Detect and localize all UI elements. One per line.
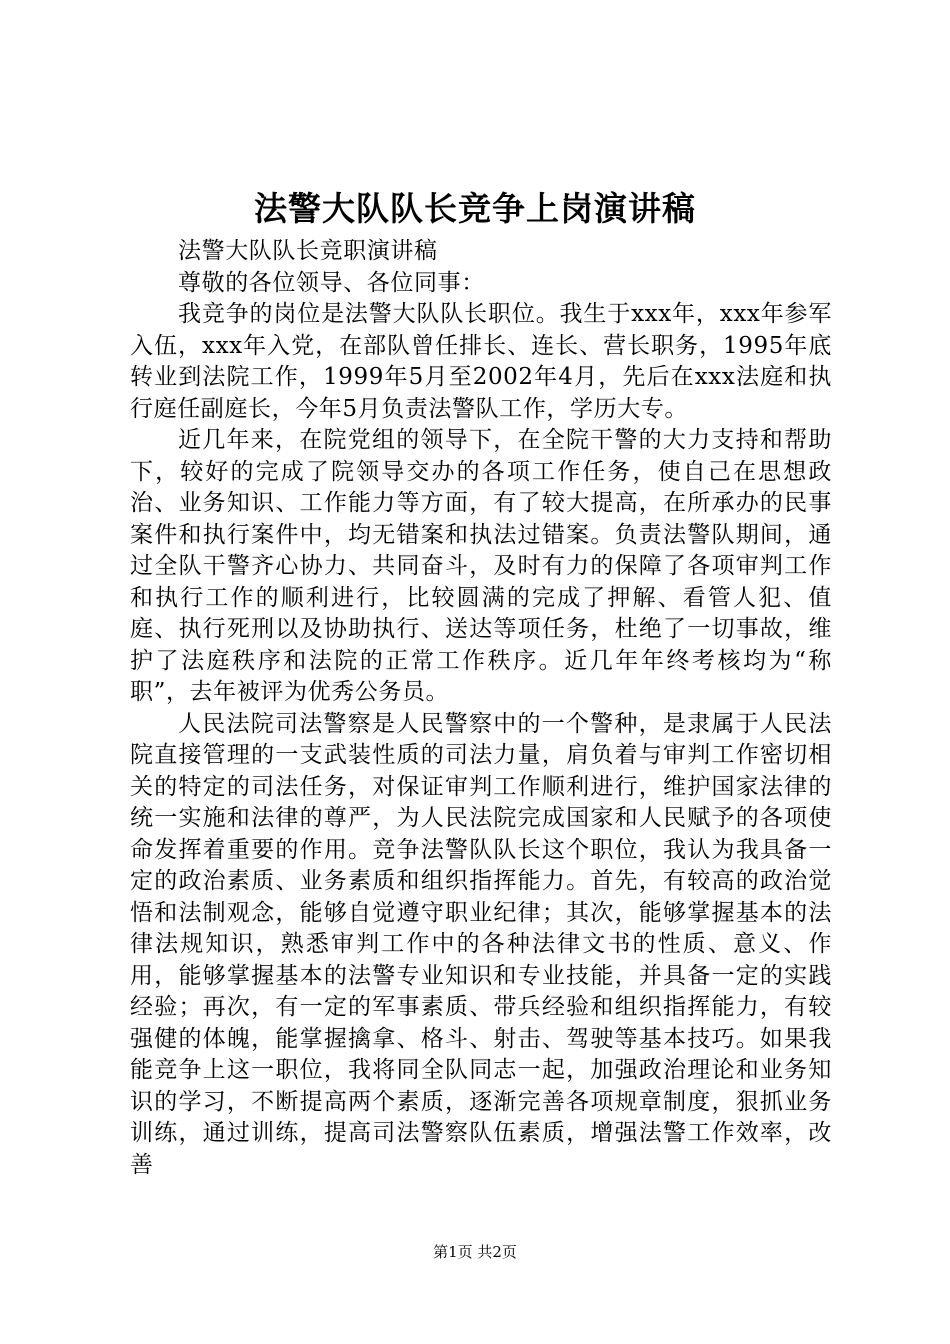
paragraph-qualifications: 人民法院司法警察是人民警察中的一个警种，是隶属于人民法院直接管理的一支武装性质的司法力量，肩负着与审判工作密切相关的特定的司法任务，对保证审判工作顺利进行，维护国家法律的统一实施和法律的尊严，为人民法院完成国家和人民赋予的各项使命发挥着重要的作用。竞争法警队队长这个职位，我认为我具备一定的政治素质、业务素质和组织指挥能力。首先，有较高的政治觉悟和法制观念，能够自觉遵守职业纪律；其次，能够掌握基本的法律法规知识，熟悉审判工作中的各种法律文书的性质、意义、作用，能够掌握基本的法警专业知识和专业技能，并具备一定的实践经验；再次，有一定的军事素质、带兵经验和组织指挥能力，有较强健的体魄，能掌握擒拿、格斗、射击、驾驶等基本技巧。如果我能竞争上这一职位，我将同全队同志一起，加强政治理论和业务知识的学习，不断提高两个素质，逐渐完善各项规章制度，狠抓业务训练，通过训练，提高司法警察队伍素质，增强法警工作效率，改善 (130, 710, 832, 1178)
paragraph-experience: 近几年来，在院党组的领导下，在全院干警的大力支持和帮助下，较好的完成了院领导交办的各项工作任务，使自己在思想政治、业务知识、工作能力等方面，有了较大提高，在所承办的民事案件和执行案件中，均无错案和执法过错案。负责法警队期间，通过全队干警齐心协力、共同奋斗，及时有力的保障了各项审判工作和执行工作的顺利进行，比较圆满的完成了押解、看管人犯、值庭、执行死刑以及协助执行、送达等项任务，杜绝了一切事故，维护了法庭秩序和法院的正常工作秩序。近几年年终考核均为“称职”，去年被评为优秀公务员。 (130, 427, 832, 705)
paragraph-salutation: 尊敬的各位领导、各位同事： (178, 269, 485, 296)
paragraph-subtitle: 法警大队队长竞职演讲稿 (178, 238, 438, 264)
document-title: 法警大队队长竞争上岗演讲稿 (254, 189, 696, 228)
paragraph-introduction: 我竞争的岗位是法警大队队长职位。我生于xxx年，xxx年参军入伍，xxx年入党，在部队曾任排长、连长、营长职务，1995年底转业到法院工作，1999年5月至2002年4月，先后在xxx法庭和执行庭任副庭长，今年5月负责法警队工作，学历大专。 (130, 301, 832, 422)
document-body (130, 236, 832, 1181)
page-number-footer: 第1页 共2页 (433, 1243, 517, 1261)
